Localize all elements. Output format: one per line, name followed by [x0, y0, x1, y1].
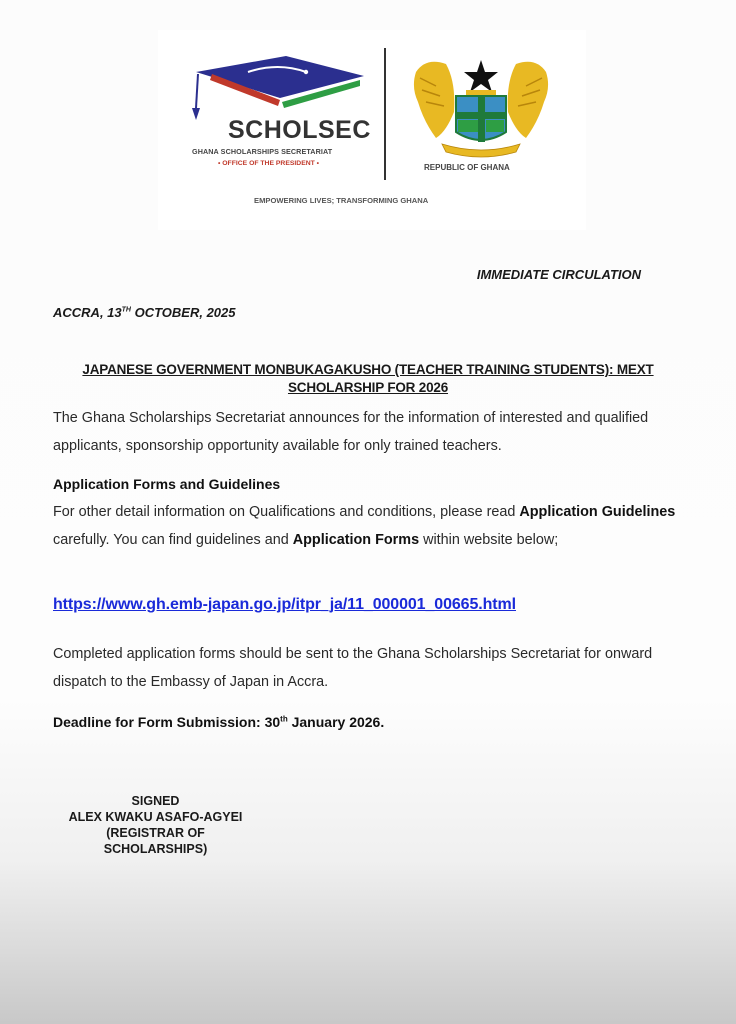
guidelines-paragraph: [53, 498, 693, 554]
date-prefix: ACCRA, 13: [53, 305, 122, 320]
coat-of-arms-icon: [406, 52, 556, 160]
guidelines-bold-2: Application Forms: [292, 532, 420, 548]
intro-paragraph: The Ghana Scholarships Secretariat announces for the information of interested and qualified applicants, sponsorship opportunity available for only trained teachers.: [53, 410, 649, 454]
guidelines-text-3: within website below;: [419, 532, 559, 548]
guidelines-text-1: For other detail information on Qualifications and conditions, please read: [53, 504, 520, 520]
notice-title: JAPANESE GOVERNMENT MONBUKAGAKUSHO (TEACHER TRAINING STUDENTS): MEXT SCHOLARSHIP FOR 2026: [82, 362, 654, 395]
signature-block: [53, 793, 258, 857]
graduation-cap-icon: [188, 50, 378, 120]
deadline-day-suffix: th: [280, 714, 288, 724]
office-label: • OFFICE OF THE PRESIDENT •: [218, 160, 320, 167]
guidelines-bold-1: Application Guidelines: [519, 504, 676, 520]
deadline-day: : 30: [256, 714, 281, 730]
dispatch-paragraph: Completed application forms should be sent to the Ghana Scholarships Secretariat for onward dispatch to the Embassy of Japan in Accra.: [53, 646, 653, 690]
deadline-rest: January 2026.: [287, 714, 385, 730]
deadline-label: Deadline for Form Submission: [53, 714, 257, 730]
deadline-line: [53, 714, 384, 730]
circulation-label: IMMEDIATE CIRCULATION: [476, 267, 641, 282]
signatory-name: ALEX KWAKU ASAFO-AGYEI: [68, 810, 243, 824]
date-suffix: TH: [121, 306, 131, 314]
motto: EMPOWERING LIVES; TRANSFORMING GHANA: [254, 196, 429, 205]
republic-label: REPUBLIC OF GHANA: [424, 163, 510, 172]
scholsec-logo: [188, 50, 378, 190]
letterhead-divider: [384, 48, 386, 180]
section-heading: Application Forms and Guidelines: [53, 476, 281, 492]
date-line: [53, 305, 236, 320]
signed-label: SIGNED: [131, 794, 180, 808]
org-full-name: GHANA SCHOLARSHIPS SECRETARIAT: [192, 147, 333, 156]
date-rest: OCTOBER, 2025: [130, 305, 236, 320]
org-name: SCHOLSEC: [228, 116, 371, 144]
guidelines-text-2: carefully. You can find guidelines and: [53, 532, 293, 548]
letterhead: [158, 30, 586, 230]
embassy-url-link[interactable]: https://www.gh.emb-japan.go.jp/itpr_ja/11_000001_00665.html: [53, 596, 516, 613]
signatory-title: (REGISTRAR OF SCHOLARSHIPS): [103, 826, 208, 856]
